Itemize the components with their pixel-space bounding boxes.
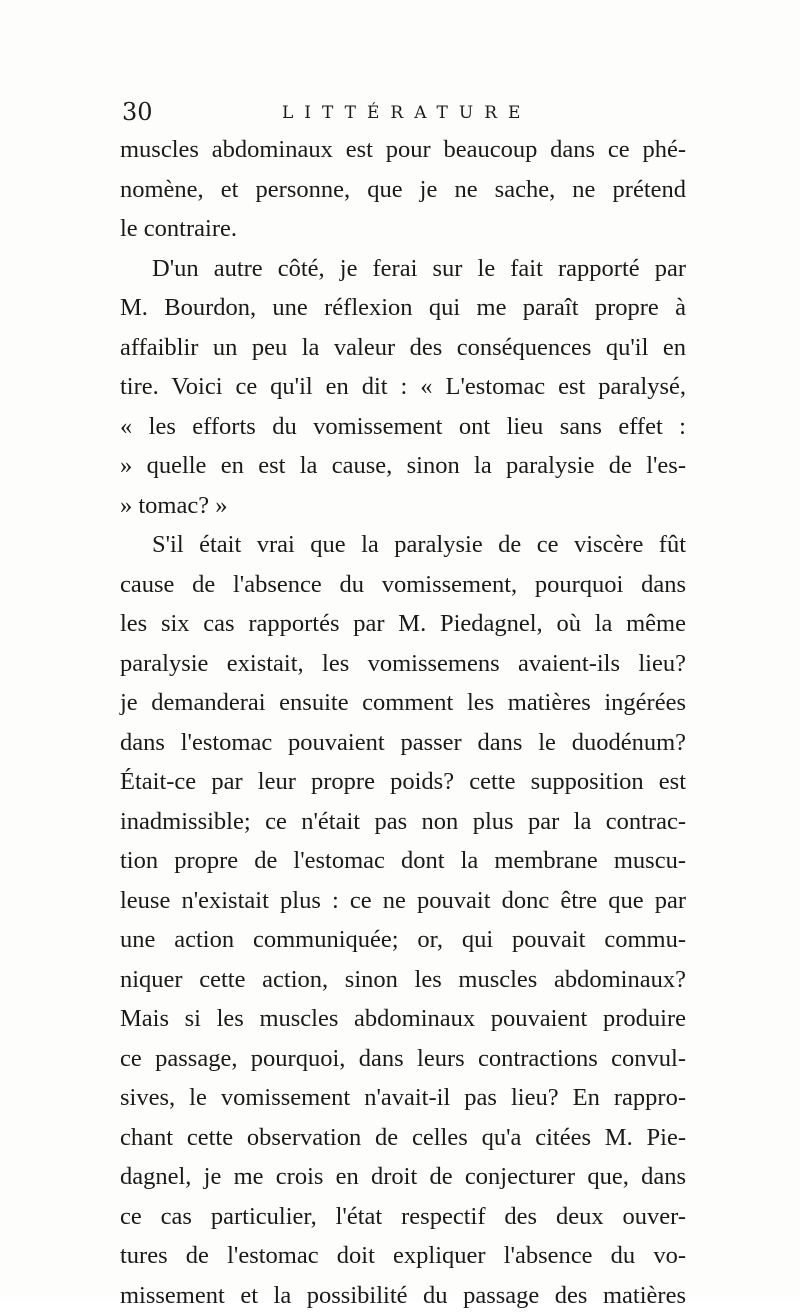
text-line: dagnel, je me crois en droit de conjecturer que, dans bbox=[120, 1157, 686, 1197]
text-line: tion propre de l'estomac dont la membrane muscu- bbox=[120, 841, 686, 881]
text-line: nomène, et personne, que je ne sache, ne prétend bbox=[120, 170, 686, 210]
text-line: affaiblir un peu la valeur des conséquences qu'il en bbox=[120, 328, 686, 368]
running-title: LITTÉRATURE bbox=[282, 102, 531, 124]
text-line: S'il était vrai que la paralysie de ce viscère fût bbox=[120, 525, 686, 565]
text-line: dans l'estomac pouvaient passer dans le duodénum? bbox=[120, 723, 686, 763]
text-line: tire. Voici ce qu'il en dit : « L'estomac est paralysé, bbox=[120, 367, 686, 407]
text-line: sives, le vomissement n'avait-il pas lieu? En rappro- bbox=[120, 1078, 686, 1118]
text-line: Mais si les muscles abdominaux pouvaient produire bbox=[120, 999, 686, 1039]
body-text bbox=[120, 130, 686, 1315]
text-line: muscles abdominaux est pour beaucoup dans ce phé- bbox=[120, 130, 686, 170]
text-line: ce cas particulier, l'état respectif des deux ouver- bbox=[120, 1197, 686, 1237]
page-number: 30 bbox=[122, 98, 153, 126]
text-line: missement et la possibilité du passage des matières bbox=[120, 1276, 686, 1315]
text-line: niquer cette action, sinon les muscles abdominaux? bbox=[120, 960, 686, 1000]
text-line: inadmissible; ce n'était pas non plus par la contrac- bbox=[120, 802, 686, 842]
text-line: leuse n'existait plus : ce ne pouvait donc être que par bbox=[120, 881, 686, 921]
text-line: tures de l'estomac doit expliquer l'absence du vo- bbox=[120, 1236, 686, 1276]
text-line: les six cas rapportés par M. Piedagnel, où la même bbox=[120, 604, 686, 644]
text-line: chant cette observation de celles qu'a citées M. Pie- bbox=[120, 1118, 686, 1158]
text-line: paralysie existait, les vomissemens avaient-ils lieu? bbox=[120, 644, 686, 684]
text-line: le contraire. bbox=[120, 209, 686, 249]
text-line: « les efforts du vomissement ont lieu sans effet : bbox=[120, 407, 686, 447]
text-line: D'un autre côté, je ferai sur le fait rapporté par bbox=[120, 249, 686, 289]
text-line: » quelle en est la cause, sinon la paralysie de l'es- bbox=[120, 446, 686, 486]
text-line: Était-ce par leur propre poids? cette supposition est bbox=[120, 762, 686, 802]
text-line: je demanderai ensuite comment les matières ingérées bbox=[120, 683, 686, 723]
text-line: » tomac? » bbox=[120, 486, 686, 526]
text-line: une action communiquée; or, qui pouvait commu- bbox=[120, 920, 686, 960]
text-line: M. Bourdon, une réflexion qui me paraît propre à bbox=[120, 288, 686, 328]
text-line: cause de l'absence du vomissement, pourquoi dans bbox=[120, 565, 686, 605]
running-head bbox=[122, 98, 682, 132]
text-line: ce passage, pourquoi, dans leurs contractions convul- bbox=[120, 1039, 686, 1079]
